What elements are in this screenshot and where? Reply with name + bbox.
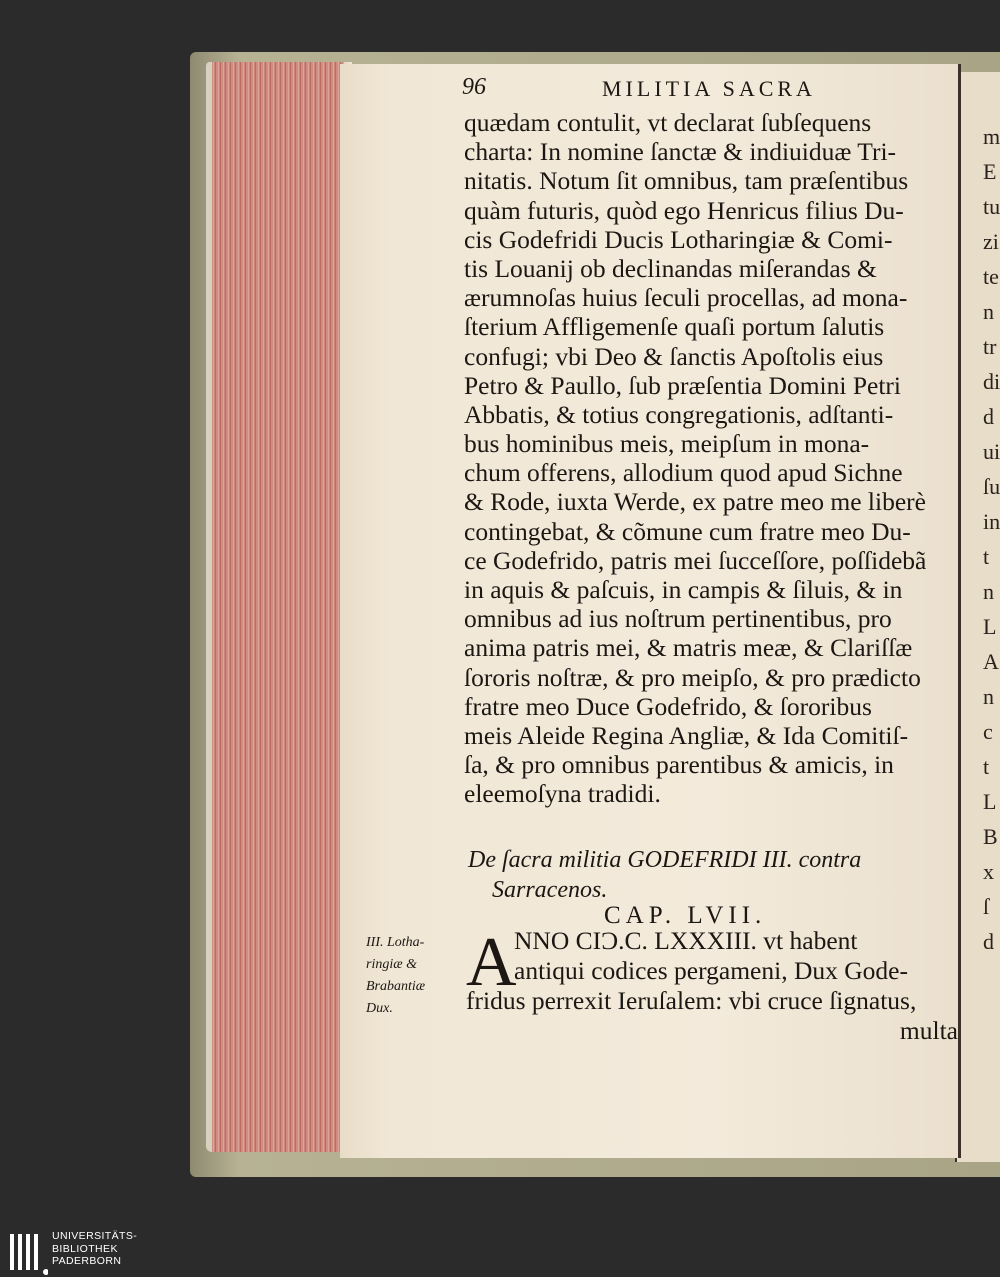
chapter-line: antiqui codices pergameni, Dux Gode- xyxy=(514,956,908,985)
facing-page-glyph: ſu xyxy=(983,474,1000,499)
marginal-note xyxy=(366,932,466,1020)
facing-page-glyph: m xyxy=(983,124,1000,149)
marginal-line: Brabantiæ xyxy=(366,979,426,994)
facing-page-glyph: t xyxy=(983,544,990,569)
library-logo-icon xyxy=(8,1232,48,1276)
chapter-line: fridus perrexit Ieruſalem: vbi cruce ſignatus, xyxy=(466,986,917,1015)
chapter-line: multa xyxy=(899,1016,958,1045)
body-line: confugi; vbi Deo & ſanctis Apoſtolis eius xyxy=(464,341,884,371)
facing-page-edge xyxy=(955,72,1000,1162)
marginal-line: Dux. xyxy=(366,1001,393,1016)
body-line: ſororis noſtræ, & pro meipſo, & pro prædicto xyxy=(464,662,921,692)
facing-page-glyph: t xyxy=(983,754,990,779)
body-line: Abbatis, & totius congregationis, adſtanti- xyxy=(464,399,894,429)
body-line: tis Louanij ob declinandas miſerandas & xyxy=(464,253,877,283)
body-line: nitatis. Notum ſit omnibus, tam præſentibus xyxy=(464,166,909,196)
body-line: contingebat, & cõmune cum fratre meo Du- xyxy=(464,516,911,546)
body-line: quàm futuris, quòd ego Henricus filius Du- xyxy=(464,195,904,225)
facing-page-glyph: B xyxy=(983,824,998,849)
facing-page-glyph: d xyxy=(983,404,994,429)
facing-page-glyph: ui xyxy=(983,439,1000,464)
rubric-line: Sarracenos. xyxy=(492,877,608,903)
facing-page-glyph: ſ xyxy=(983,894,990,919)
facing-page-glyph: L xyxy=(983,614,997,639)
facing-page-glyph: in xyxy=(983,509,1000,534)
body-line: meis Aleide Regina Angliæ, & Ida Comitiſ- xyxy=(464,720,909,750)
facing-page-glyph: x xyxy=(983,859,994,884)
body-line: in aquis & paſcuis, in campis & ſiluis, & in xyxy=(464,575,903,604)
body-line: charta: In nomine ſanctæ & indiuiduæ Tri- xyxy=(464,137,897,167)
facing-page-glyph: n xyxy=(983,299,994,324)
facing-page-glyph: n xyxy=(983,579,994,604)
body-line: eleemoſyna tradidi. xyxy=(464,779,661,809)
rubric-line: De ſacra militia GODEFRIDI III. contra xyxy=(468,847,862,873)
facing-page-glyph: tr xyxy=(983,334,997,359)
body-line: chum offerens, allodium quod apud Sichne xyxy=(464,458,903,488)
chapter-text xyxy=(466,926,958,1046)
logo-line: BIBLIOTHEK xyxy=(52,1242,118,1255)
facing-page-glyph: A xyxy=(983,649,999,674)
body-line: & Rode, iuxta Werde, ex patre meo me liberè xyxy=(464,487,926,517)
body-line: bus hominibus meis, meipſum in mona- xyxy=(464,429,870,459)
running-head xyxy=(462,74,952,106)
body-line: quædam contulit, vt declarat ſubſequens xyxy=(464,108,872,137)
facing-page-glyph: di xyxy=(983,369,1000,394)
drop-capital: A xyxy=(466,924,517,1001)
library-logo-text xyxy=(52,1230,202,1268)
facing-page-glyph: te xyxy=(983,264,999,289)
body-text xyxy=(464,108,956,809)
red-page-edges xyxy=(206,62,348,1152)
facing-page-glyph: L xyxy=(983,789,997,814)
facing-page-glyph: d xyxy=(983,929,994,954)
body-line: omnibus ad ius noſtrum pertinentibus, pro xyxy=(464,604,892,634)
marginal-line: ringiæ & xyxy=(366,957,417,972)
facing-page-glyph: zi xyxy=(983,229,999,254)
facing-page-glyph: tu xyxy=(983,194,1000,219)
logo-line: UNIVERSITÄTS- xyxy=(52,1230,138,1242)
running-title: MILITIA SACRA xyxy=(602,76,816,101)
body-line: fratre meo Duce Godefrido, & ſororibus xyxy=(464,691,872,721)
facing-page-glyph: E xyxy=(983,159,997,184)
facing-page-glyph: c xyxy=(983,719,993,744)
body-line: ſa, & pro omnibus parentibus & amicis, in xyxy=(464,750,894,780)
chapter-line: NNO CIƆ.C. LXXXIII. vt habent xyxy=(514,926,858,955)
facing-page-glyph: n xyxy=(983,684,994,709)
page-number: 96 xyxy=(462,74,486,100)
body-line: ærumnoſas huius ſeculi procellas, ad mona- xyxy=(464,283,908,313)
chapter-rubric xyxy=(468,845,958,905)
chapter-heading: CAP. LVII. xyxy=(604,902,767,929)
body-line: cis Godefridi Ducis Lotharingiæ & Comi- xyxy=(464,224,893,254)
body-line: ſterium Affligemenſe quaſi portum ſalutis xyxy=(464,312,885,342)
logo-line: PADERBORN xyxy=(52,1255,122,1267)
marginal-line: III. Lotha- xyxy=(366,935,425,950)
body-line: anima patris mei, & matris meæ, & Clariſſæ xyxy=(464,633,913,663)
body-line: Petro & Paullo, ſub præſentia Domini Petri xyxy=(464,370,902,400)
body-line: ce Godefrido, patris mei ſucceſſore, poſſidebã xyxy=(464,545,927,575)
